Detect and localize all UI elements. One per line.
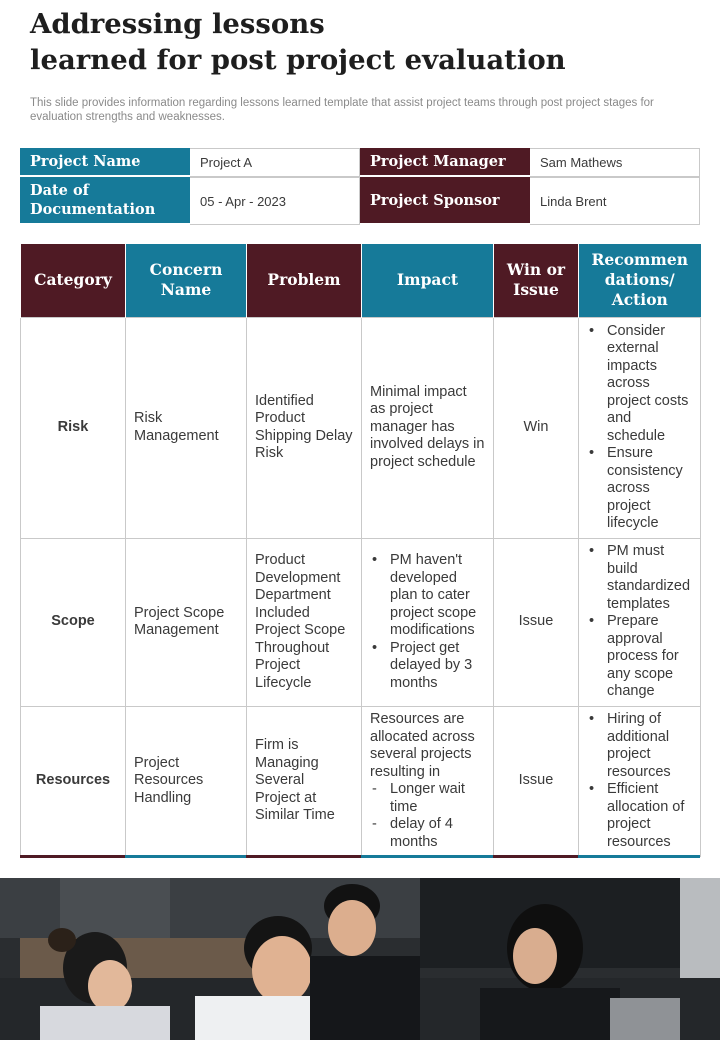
action-item: • Efficient allocation of project resources	[587, 781, 692, 851]
page-title: Addressing lessons learned for post project evaluation	[30, 8, 566, 76]
table-row	[21, 317, 701, 538]
impact-item: - delay of 4 months	[370, 816, 485, 851]
concern-cell: Risk Management	[126, 317, 247, 538]
category-cell: Scope	[21, 538, 126, 706]
photo-illustration	[0, 878, 720, 1040]
table-bottom-bar	[20, 855, 700, 858]
info-row-2	[20, 177, 700, 225]
project-name-value: Project A	[190, 148, 360, 177]
status-cell: Issue	[494, 538, 579, 706]
table-header-row	[21, 244, 701, 317]
header-win-or-issue: Win or Issue	[494, 244, 579, 317]
project-manager-value: Sam Mathews	[530, 148, 700, 177]
header-recommendations: Recommen dations/ Action	[579, 244, 701, 317]
impact-item: • Project get delayed by 3 months	[370, 640, 485, 693]
header-impact: Impact	[362, 244, 494, 317]
project-manager-label: Project Manager	[360, 148, 530, 177]
header-concern-name: Concern Name	[126, 244, 247, 317]
header-category: Category	[21, 244, 126, 317]
concern-cell: Project Resources Handling	[126, 706, 247, 856]
action-item: • PM must build standardized templates	[587, 543, 692, 613]
date-value: 05 - Apr - 2023	[190, 177, 360, 225]
lessons-learned-table	[20, 244, 701, 857]
info-row-1	[20, 148, 700, 177]
category-cell: Resources	[21, 706, 126, 856]
date-label: Date of Documentation	[20, 177, 190, 225]
action-item: • Consider external impacts across project costs and schedule	[587, 323, 692, 446]
page-subtitle: This slide provides information regarding lessons learned template that assist project teams through post project stages for evaluation strengths and weaknesses.	[30, 97, 654, 123]
sponsor-label: Project Sponsor	[360, 177, 530, 225]
impact-cell	[362, 706, 494, 856]
project-name-label: Project Name	[20, 148, 190, 177]
sponsor-value: Linda Brent	[530, 177, 700, 225]
table-row	[21, 706, 701, 856]
action-item: • Ensure consistency across project lifecycle	[587, 445, 692, 533]
impact-text: Resources are allocated across several projects resulting in	[370, 711, 475, 780]
action-item: • Hiring of additional project resources	[587, 711, 692, 781]
actions-cell	[579, 317, 701, 538]
status-cell: Issue	[494, 706, 579, 856]
team-meeting-photo	[0, 878, 720, 1040]
status-cell: Win	[494, 317, 579, 538]
impact-item: • PM haven't developed plan to cater project scope modifications	[370, 552, 485, 640]
actions-cell	[579, 538, 701, 706]
table-row	[21, 538, 701, 706]
problem-cell: Identified Product Shipping Delay Risk	[247, 317, 362, 538]
category-cell: Risk	[21, 317, 126, 538]
actions-cell	[579, 706, 701, 856]
impact-item: - Longer wait time	[370, 781, 485, 816]
impact-cell	[362, 538, 494, 706]
concern-cell: Project Scope Management	[126, 538, 247, 706]
impact-cell: Minimal impact as project manager has involved delays in project schedule	[362, 317, 494, 538]
problem-cell: Firm is Managing Several Project at Similar Time	[247, 706, 362, 856]
header-problem: Problem	[247, 244, 362, 317]
action-item: • Prepare approval process for any scope change	[587, 613, 692, 701]
problem-cell: Product Development Department Included Project Scope Throughout Project Lifecycle	[247, 538, 362, 706]
project-info-block	[20, 148, 700, 225]
